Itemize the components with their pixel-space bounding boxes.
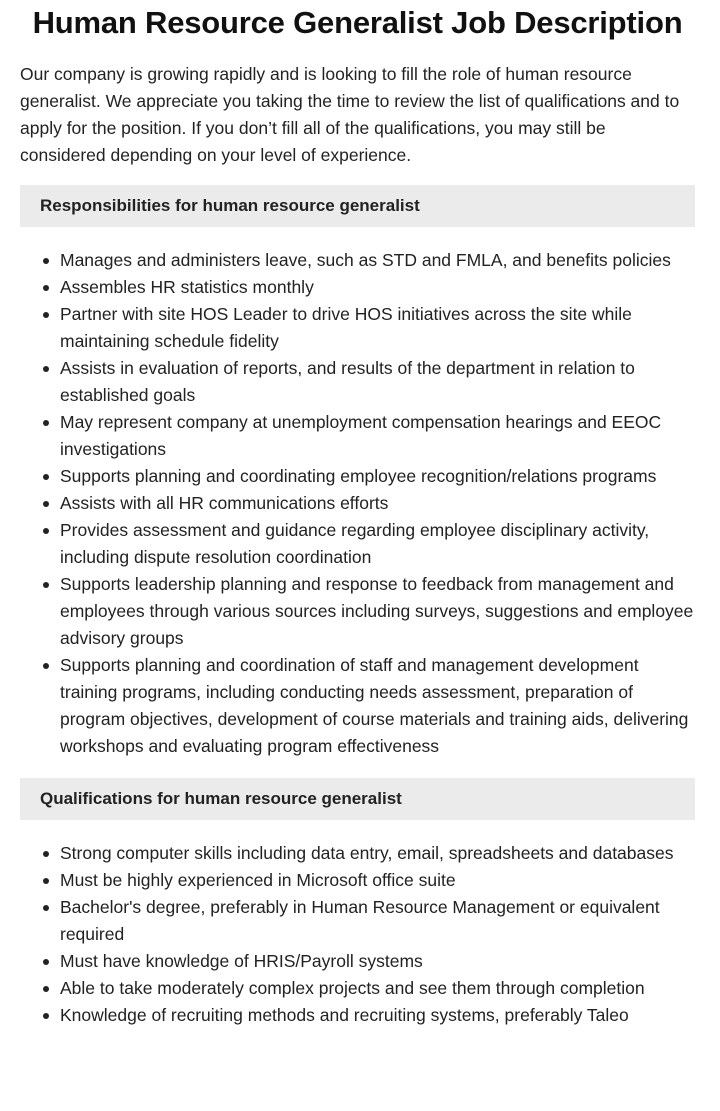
list-item: Bachelor's degree, preferably in Human Resource Management or equivalent required (60, 894, 695, 948)
list-item: Supports leadership planning and response to feedback from management and employees through various sources including surveys, suggestions and employee advisory groups (60, 571, 695, 652)
list-item: Knowledge of recruiting methods and recruiting systems, preferably Taleo (60, 1002, 695, 1029)
intro-paragraph: Our company is growing rapidly and is looking to fill the role of human resource generalist. We appreciate you taking the time to review the list of qualifications and to apply for the position. If you don’t fill all of the qualifications, you may still be considered depending on your level of experience. (20, 64, 680, 165)
list-item: Supports planning and coordination of staff and management development training programs, including conducting needs assessment, preparation of program objectives, development of course materials and training aids, delivering workshops and evaluating program effectiveness (60, 652, 695, 760)
list-item: Manages and administers leave, such as STD and FMLA, and benefits policies (60, 247, 695, 274)
list-item: Must be highly experienced in Microsoft office suite (60, 867, 695, 894)
list-item: May represent company at unemployment compensation hearings and EEOC investigations (60, 409, 695, 463)
page-title: Human Resource Generalist Job Description (32, 5, 683, 40)
responsibilities-heading: Responsibilities for human resource generalist (20, 185, 695, 227)
list-item: Partner with site HOS Leader to drive HOS initiatives across the site while maintaining schedule fidelity (60, 301, 695, 355)
list-item: Assembles HR statistics monthly (60, 274, 695, 301)
responsibilities-list (20, 247, 695, 760)
qualifications-heading: Qualifications for human resource generalist (20, 778, 695, 820)
qualifications-list (20, 840, 695, 1029)
list-item: Assists with all HR communications efforts (60, 490, 695, 517)
list-item: Strong computer skills including data entry, email, spreadsheets and databases (60, 840, 695, 867)
list-item: Able to take moderately complex projects and see them through completion (60, 975, 695, 1002)
list-item: Supports planning and coordinating employee recognition/relations programs (60, 463, 695, 490)
list-item: Assists in evaluation of reports, and results of the department in relation to established goals (60, 355, 695, 409)
list-item: Provides assessment and guidance regarding employee disciplinary activity, including dispute resolution coordination (60, 517, 695, 571)
list-item: Must have knowledge of HRIS/Payroll systems (60, 948, 695, 975)
